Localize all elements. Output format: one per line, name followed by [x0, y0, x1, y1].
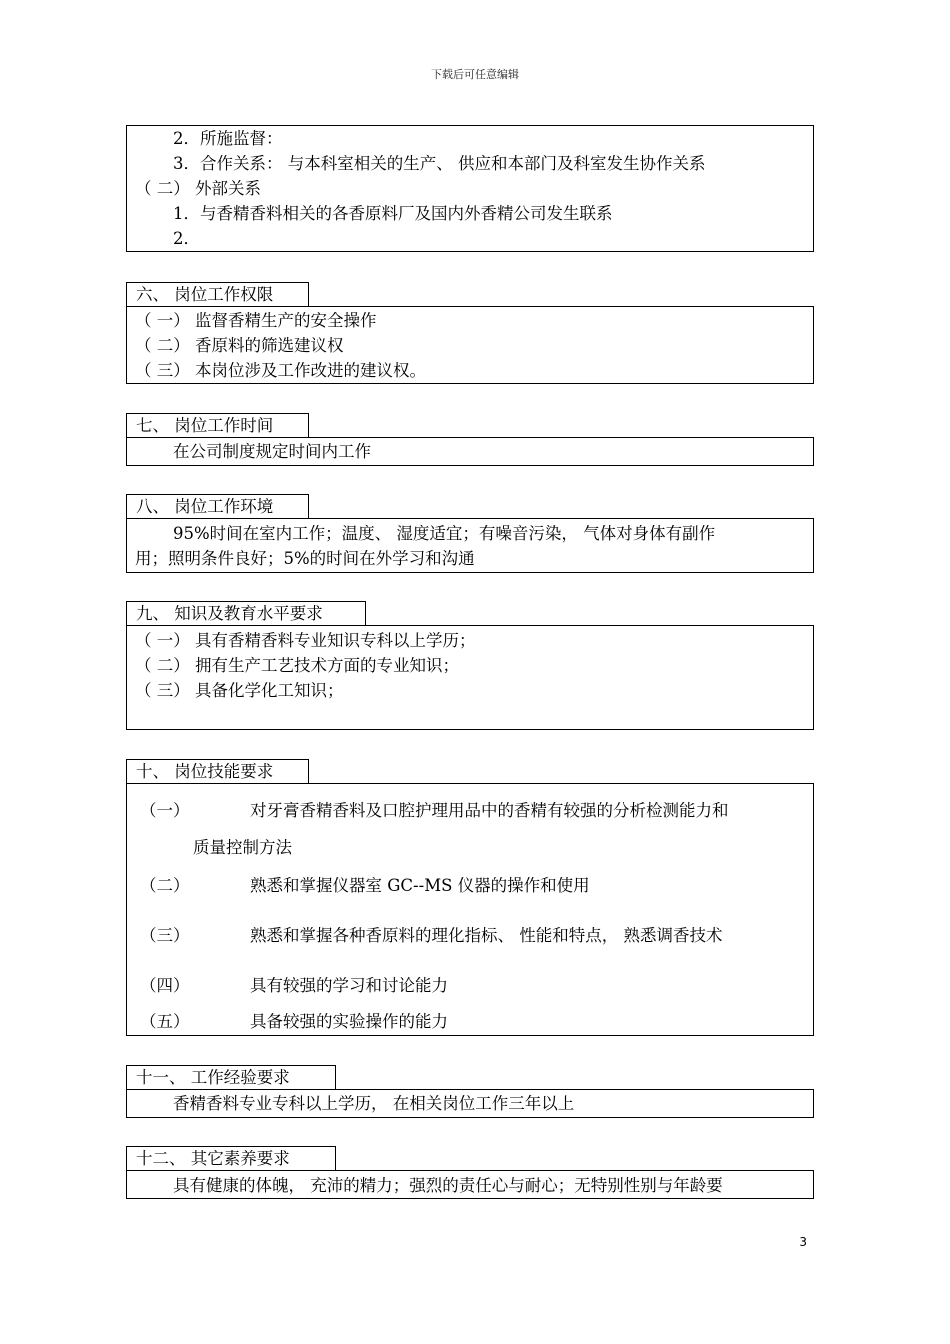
s10-item-5-label: （五）: [140, 1012, 190, 1031]
s6-title: 六、 岗位工作权限: [126, 282, 309, 307]
s9-title: 九、 知识及教育水平要求: [126, 601, 366, 626]
s10-title: 十、 岗位技能要求: [126, 759, 309, 784]
s10-item-2-label: （二）: [140, 876, 190, 895]
page-header: 下载后可任意编辑: [431, 68, 519, 81]
s10-item-1-cont: 质量控制方法: [193, 838, 292, 857]
s8-line-1: 95%时间在室内工作；温度、 湿度适宜；有噪音污染， 气体对身体有副作: [173, 524, 716, 543]
s10-item-2-text: 熟悉和掌握仪器室 GC--MS 仪器的操作和使用: [250, 876, 590, 895]
s9-line-3: （ 三） 具备化学化工知识；: [135, 681, 344, 700]
s6-line-2: （ 二） 香原料的筛选建议权: [135, 336, 344, 355]
page-number: 3: [799, 1235, 807, 1249]
s7-line-1: 在公司制度规定时间内工作: [173, 442, 371, 461]
s11-title: 十一、 工作经验要求: [126, 1065, 336, 1090]
s12-line-1: 具有健康的体魄， 充沛的精力；强烈的责任心与耐心；无特别性别与年龄要: [173, 1176, 723, 1195]
s6-line-1: （ 一） 监督香精生产的安全操作: [135, 311, 377, 330]
s8-title: 八、 岗位工作环境: [126, 494, 309, 519]
s10-item-1-text: 对牙膏香精香料及口腔护理用品中的香精有较强的分析检测能力和: [250, 801, 729, 820]
s8-line-2: 用；照明条件良好；5%的时间在外学习和沟通: [135, 549, 475, 568]
s9-line-1: （ 一） 具有香精香料专业知识专科以上学历；: [135, 631, 476, 650]
s11-line-1: 香精香料专业专科以上学历， 在相关岗位工作三年以上: [173, 1094, 575, 1113]
s5-line-5: 2．: [173, 229, 200, 248]
s12-title: 十二、 其它素养要求: [126, 1146, 336, 1171]
s9-line-2: （ 二） 拥有生产工艺技术方面的专业知识；: [135, 656, 459, 675]
s6-line-3: （ 三） 本岗位涉及工作改进的建议权。: [135, 361, 426, 380]
s7-title: 七、 岗位工作时间: [126, 413, 309, 438]
s10-item-1-label: （一）: [140, 801, 190, 820]
s5-line-2: 3．合作关系： 与本科室相关的生产、 供应和本部门及科室发生协作关系: [173, 154, 706, 173]
s10-item-3-label: （三）: [140, 926, 190, 945]
s5-line-1: 2．所施监督：: [173, 129, 283, 148]
s5-line-3: （ 二） 外部关系: [135, 179, 261, 198]
s5-line-4: 1．与香精香料相关的各香原料厂及国内外香精公司发生联系: [173, 204, 613, 223]
s10-item-4-label: （四）: [140, 976, 190, 995]
s10-item-4-text: 具有较强的学习和讨论能力: [250, 976, 448, 995]
s10-item-3-text: 熟悉和掌握各种香原料的理化指标、 性能和特点， 熟悉调香技术: [250, 926, 723, 945]
s10-item-5-text: 具备较强的实验操作的能力: [250, 1012, 448, 1031]
